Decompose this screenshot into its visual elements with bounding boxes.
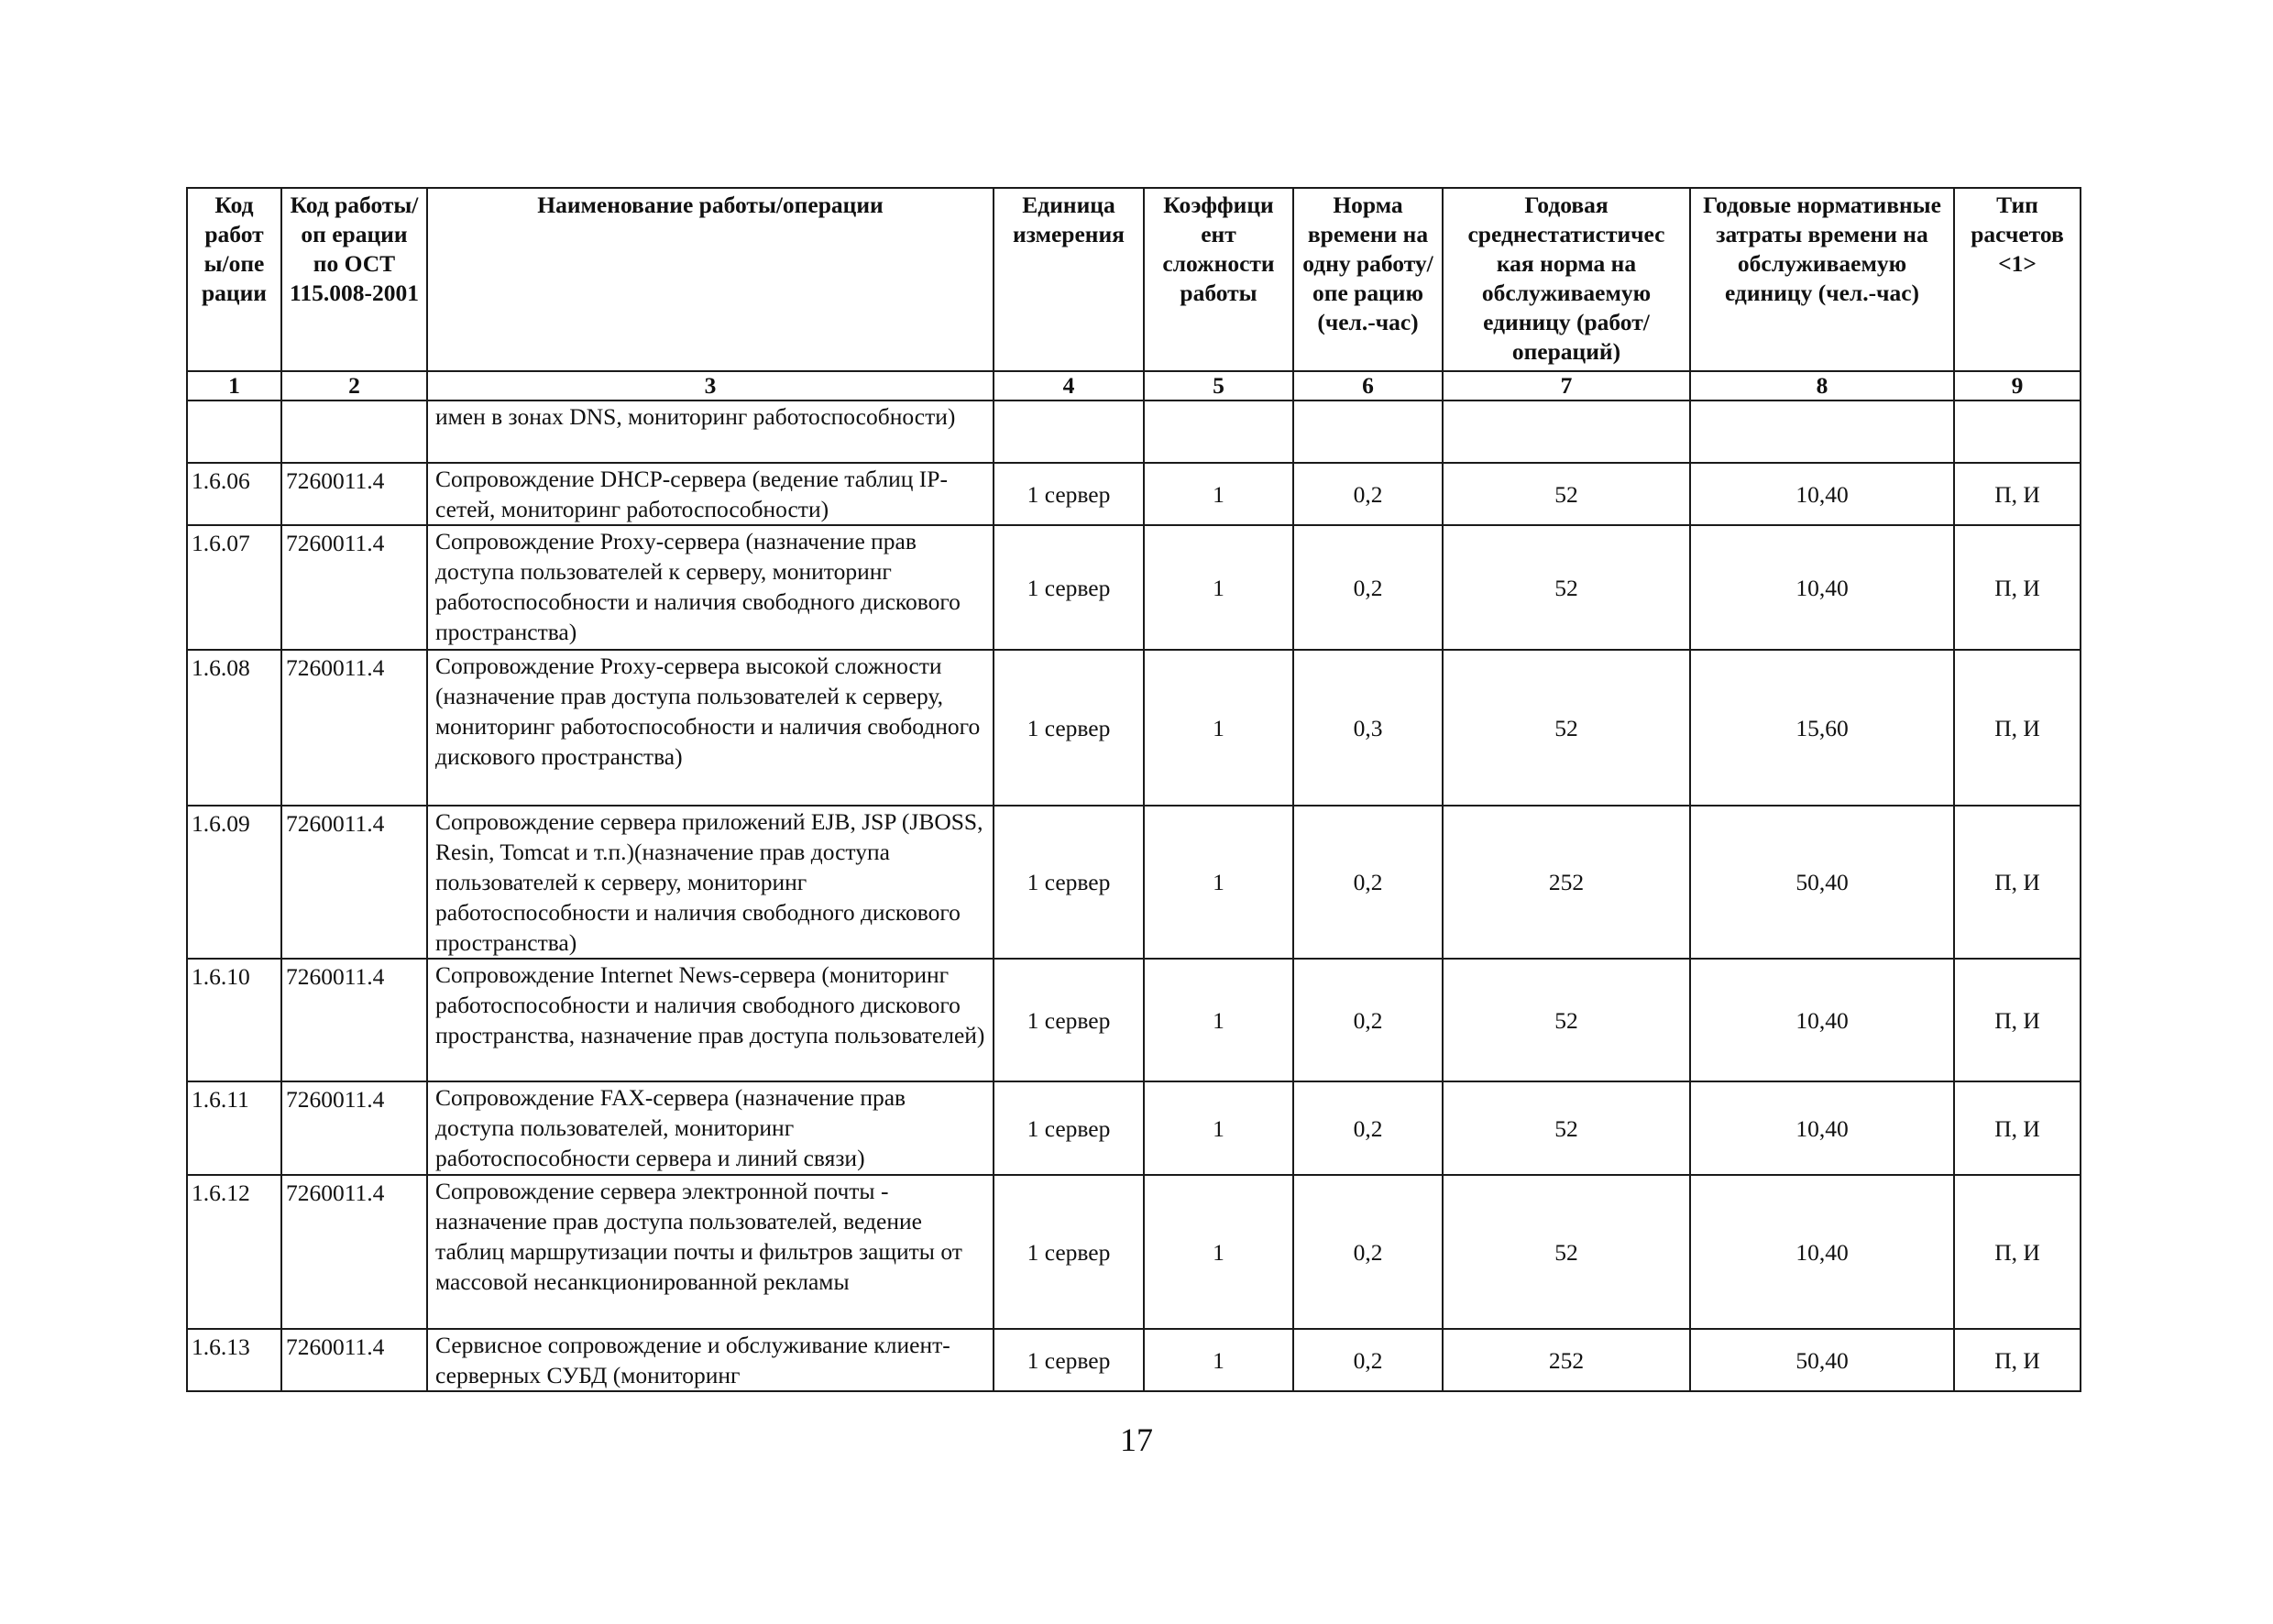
cell-coef: 1 (1144, 1175, 1293, 1329)
cell-norm: 0,3 (1293, 650, 1443, 806)
cell-cost: 10,40 (1690, 959, 1954, 1081)
header-annual-norm: Годовая среднестатистичес кая норма на обслуживаемую единицу (работ/операций) (1443, 188, 1690, 371)
column-number: 6 (1293, 371, 1443, 401)
cell-cost: 10,40 (1690, 1081, 1954, 1175)
cell-unit: 1 сервер (994, 959, 1144, 1081)
header-ost-code: Код работы/оп ерации по ОСТ 115.008-2001 (281, 188, 427, 371)
cell-type (1954, 401, 2081, 463)
cell-code: 1.6.09 (187, 806, 281, 959)
cell-type: П, И (1954, 1175, 2081, 1329)
cell-coef: 1 (1144, 806, 1293, 959)
cell-name: Сопровождение Internet News-сервера (мониторинг работоспособности и наличия свободного дискового пространства, назначение прав доступа пользователей) (427, 959, 994, 1081)
cell-code: 1.6.12 (187, 1175, 281, 1329)
cell-name: Сопровождение FAX-сервера (назначение прав доступа пользователей, мониторинг работоспособности сервера и линий связи) (427, 1081, 994, 1175)
cell-ost: 7260011.4 (281, 463, 427, 525)
cell-cost: 50,40 (1690, 806, 1954, 959)
cell-type: П, И (1954, 806, 2081, 959)
cell-cost: 15,60 (1690, 650, 1954, 806)
norms-table (186, 187, 2081, 1392)
cell-unit: 1 сервер (994, 1329, 1144, 1391)
column-number: 2 (281, 371, 427, 401)
header-time-norm: Норма времени на одну работу/опе рацию (чел.-час) (1293, 188, 1443, 371)
cell-unit (994, 401, 1144, 463)
cell-cost: 50,40 (1690, 1329, 1954, 1391)
cell-unit: 1 сервер (994, 806, 1144, 959)
header-work-name: Наименование работы/операции (427, 188, 994, 371)
cell-cost: 10,40 (1690, 463, 1954, 525)
cell-name: Сопровождение Proxy-сервера высокой сложности (назначение прав доступа пользователей к серверу, мониторинг работоспособности и наличия свободного дискового пространства) (427, 650, 994, 806)
cell-code: 1.6.06 (187, 463, 281, 525)
cell-annual: 52 (1443, 959, 1690, 1081)
column-number-row (187, 371, 2081, 401)
cell-norm: 0,2 (1293, 806, 1443, 959)
cell-name: Сервисное сопровождение и обслуживание клиент-серверных СУБД (мониторинг (427, 1329, 994, 1391)
column-number: 1 (187, 371, 281, 401)
cell-name: Сопровождение Proxy-сервера (назначение прав доступа пользователей к серверу, мониторинг работоспособности и наличия свободного дискового пространства) (427, 525, 994, 650)
cell-ost: 7260011.4 (281, 1081, 427, 1175)
cell-type: П, И (1954, 1329, 2081, 1391)
header-unit: Единица измерения (994, 188, 1144, 371)
cell-type: П, И (1954, 525, 2081, 650)
table-row (187, 806, 2081, 959)
column-number: 5 (1144, 371, 1293, 401)
cell-unit: 1 сервер (994, 463, 1144, 525)
cell-code (187, 401, 281, 463)
cell-name: Сопровождение DHCP-сервера (ведение таблиц IP-сетей, мониторинг работоспособности) (427, 463, 994, 525)
table-row (187, 1329, 2081, 1391)
header-annual-cost: Годовые нормативные затраты времени на обслуживаемую единицу (чел.-час) (1690, 188, 1954, 371)
header-work-code: Код работ ы/опе рации (187, 188, 281, 371)
cell-code: 1.6.10 (187, 959, 281, 1081)
cell-cost (1690, 401, 1954, 463)
table-row (187, 1081, 2081, 1175)
column-number: 9 (1954, 371, 2081, 401)
cell-annual (1443, 401, 1690, 463)
column-number: 4 (994, 371, 1144, 401)
cell-annual: 52 (1443, 1081, 1690, 1175)
cell-annual: 252 (1443, 1329, 1690, 1391)
cell-code: 1.6.08 (187, 650, 281, 806)
cell-annual: 52 (1443, 463, 1690, 525)
cell-type: П, И (1954, 959, 2081, 1081)
cell-norm: 0,2 (1293, 1329, 1443, 1391)
column-number: 7 (1443, 371, 1690, 401)
cell-name: Сопровождение сервера приложений EJB, JSP (JBOSS, Resin, Tomcat и т.п.)(назначение прав доступа пользователей к серверу, мониторинг работоспособности и наличия свободного дискового пространства) (427, 806, 994, 959)
cell-ost: 7260011.4 (281, 959, 427, 1081)
table-row (187, 1175, 2081, 1329)
cell-coef: 1 (1144, 525, 1293, 650)
cell-annual: 252 (1443, 806, 1690, 959)
cell-type: П, И (1954, 650, 2081, 806)
cell-ost: 7260011.4 (281, 650, 427, 806)
table-row (187, 650, 2081, 806)
cell-ost: 7260011.4 (281, 1329, 427, 1391)
cell-norm: 0,2 (1293, 959, 1443, 1081)
cell-coef (1144, 401, 1293, 463)
cell-coef: 1 (1144, 650, 1293, 806)
cell-annual: 52 (1443, 650, 1690, 806)
header-calc-type: Тип расчетов <1> (1954, 188, 2081, 371)
page-number: 17 (1120, 1421, 1153, 1458)
cell-ost: 7260011.4 (281, 525, 427, 650)
header-complexity: Коэффици ент сложности работы (1144, 188, 1293, 371)
cell-cost: 10,40 (1690, 525, 1954, 650)
cell-coef: 1 (1144, 1081, 1293, 1175)
cell-annual: 52 (1443, 1175, 1690, 1329)
cell-unit: 1 сервер (994, 525, 1144, 650)
table-row (187, 959, 2081, 1081)
cell-coef: 1 (1144, 463, 1293, 525)
cell-norm: 0,2 (1293, 525, 1443, 650)
table-row (187, 463, 2081, 525)
column-number: 3 (427, 371, 994, 401)
cell-ost: 7260011.4 (281, 1175, 427, 1329)
cell-unit: 1 сервер (994, 1081, 1144, 1175)
cell-coef: 1 (1144, 1329, 1293, 1391)
table-row (187, 401, 2081, 463)
cell-ost (281, 401, 427, 463)
cell-cost: 10,40 (1690, 1175, 1954, 1329)
cell-coef: 1 (1144, 959, 1293, 1081)
cell-unit: 1 сервер (994, 1175, 1144, 1329)
cell-name: имен в зонах DNS, мониторинг работоспособности) (427, 401, 994, 463)
cell-norm (1293, 401, 1443, 463)
cell-unit: 1 сервер (994, 650, 1144, 806)
cell-ost: 7260011.4 (281, 806, 427, 959)
cell-type: П, И (1954, 463, 2081, 525)
cell-code: 1.6.07 (187, 525, 281, 650)
cell-type: П, И (1954, 1081, 2081, 1175)
cell-name: Сопровождение сервера электронной почты - назначение прав доступа пользователей, ведение таблиц маршрутизации почты и фильтров защиты от массовой несанкционированной рекламы (427, 1175, 994, 1329)
table-header-row (187, 188, 2081, 371)
cell-code: 1.6.11 (187, 1081, 281, 1175)
table-row (187, 525, 2081, 650)
cell-norm: 0,2 (1293, 1175, 1443, 1329)
cell-norm: 0,2 (1293, 1081, 1443, 1175)
cell-annual: 52 (1443, 525, 1690, 650)
column-number: 8 (1690, 371, 1954, 401)
cell-norm: 0,2 (1293, 463, 1443, 525)
cell-code: 1.6.13 (187, 1329, 281, 1391)
